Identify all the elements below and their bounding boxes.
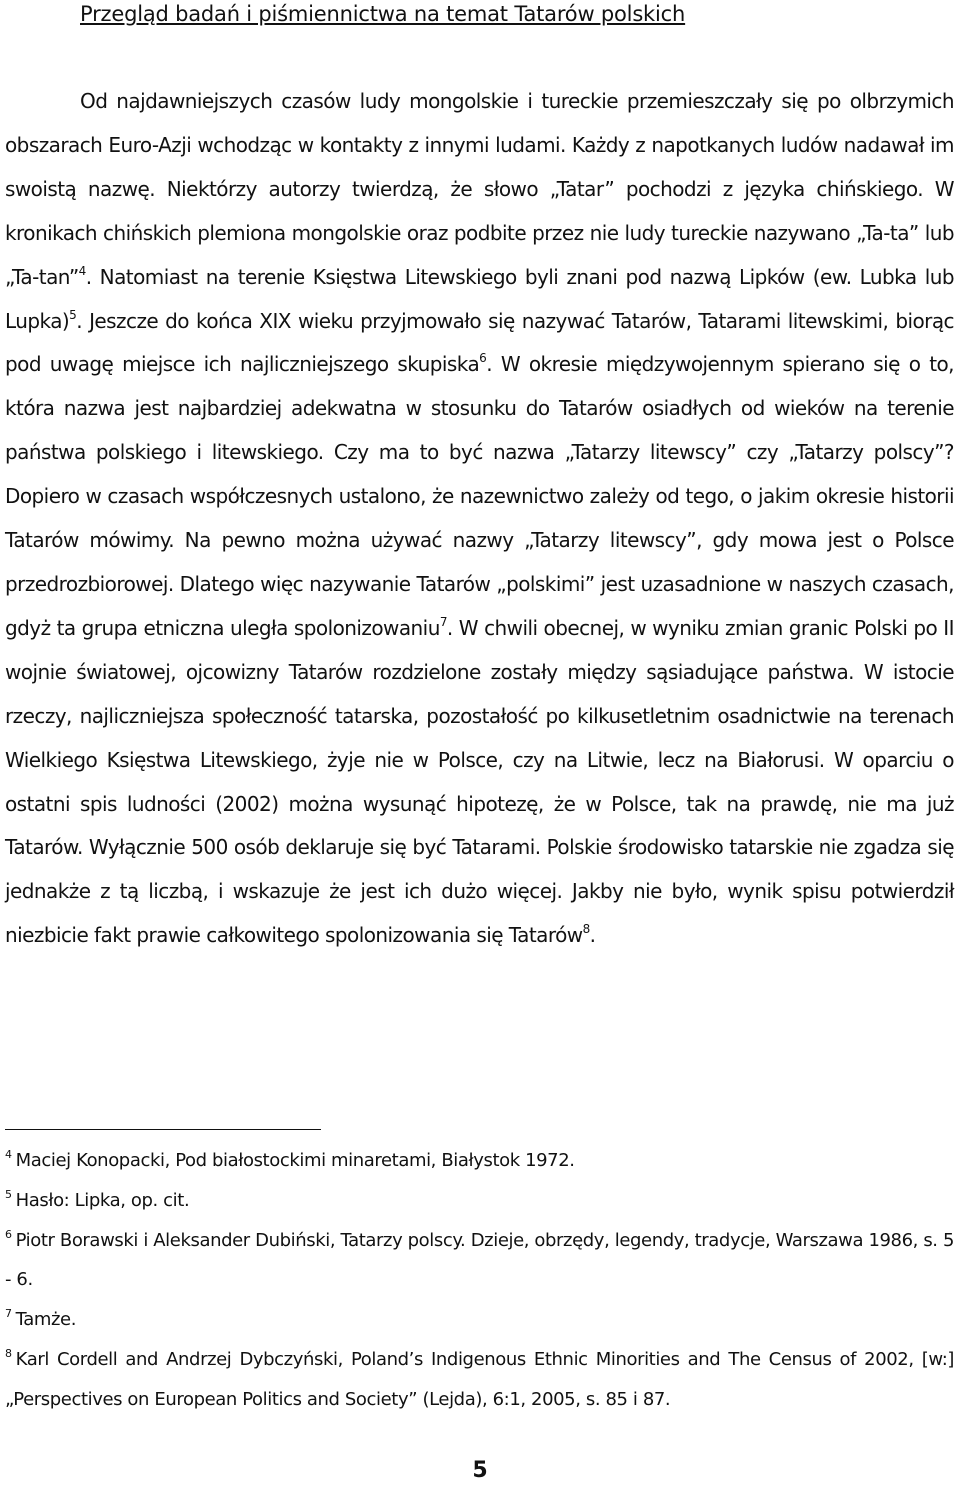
page-number: 5 — [472, 1458, 488, 1483]
footnote — [5, 1340, 954, 1420]
paragraph-segment: . W okresie międzywojennym spierano się o to, która nazwa jest najbardziej adekwatna w stosunku do Tatarów osiadłych od wieków na terenie państwa polskiego i litewskiego. Czy ma to być nazwa „Tatarzy litewscy” czy „Tatarzy polscy”? Dopiero w czasach współczesnych ustalono, że nazewnictwo zależy od tego, o jakim okresie historii Tatarów mówimy. Na pewno można używać nazwy „Tatarzy litewscy”, gdy mowa jest o Polsce przedrozbiorowej. Dlatego więc nazywanie Tatarów „polskimi” jest uzasadnione w naszych czasach, gdyż ta grupa etniczna uległa spolonizowaniu — [5, 352, 954, 640]
footnote-number: 5 — [5, 1187, 12, 1201]
main-paragraph — [5, 80, 954, 958]
footnote-number: 4 — [5, 1148, 12, 1161]
footnote-divider — [5, 1129, 321, 1130]
footnote — [5, 1141, 954, 1181]
footnote-ref: 5 — [69, 307, 77, 322]
footnote-text: Maciej Konopacki, Pod białostockimi minaretami, Białystok 1972. — [15, 1150, 575, 1171]
footnote-ref: 8 — [582, 922, 590, 937]
footnote-number: 7 — [5, 1307, 12, 1321]
section-heading: Przegląd badań i piśmiennictwa na temat Tatarów polskich — [80, 2, 686, 26]
footnotes-section — [5, 1141, 954, 1420]
paragraph-segment: . Natomiast na terenie Księstwa Litewskiego byli znani pod nazwą Lipków (ew. Lubka lub Lupka) — [5, 264, 954, 333]
paragraph-segment: . — [589, 923, 596, 948]
footnote-ref: 7 — [439, 614, 447, 629]
footnote-text: Karl Cordell and Andrzej Dybczyński, Poland’s Indigenous Ethnic Minorities and The Census of 2002, [w:] „Perspectives on European Politics and Society” (Lejda), 6:1, 2005, s. 85 i 87. — [5, 1348, 954, 1410]
paragraph-segment: Od najdawniejszych czasów ludy mongolskie i tureckie przemieszczały się po olbrzymich obszarach Euro-Azji wchodząc w kontakty z innymi ludami. Każdy z napotkanych ludów nadawał im swoistą nazwę. Niektórzy autorzy twierdzą, że słowo „Tatar” pochodzi z języka chińskiego. W kronikach chińskich plemiona mongolskie oraz podbite przez nie ludy tureckie nazywano „Ta-ta” lub „Ta-tan” — [5, 89, 954, 289]
footnote-number: 6 — [5, 1227, 12, 1241]
footnote-text: Hasło: Lipka, op. cit. — [15, 1189, 190, 1211]
footnote-text: Tamże. — [15, 1309, 77, 1331]
footnote — [5, 1181, 954, 1221]
footnote-ref: 6 — [479, 351, 487, 366]
footnote — [5, 1300, 954, 1340]
paragraph-segment: . Jeszcze do końca XIX wieku przyjmowało się nazywać Tatarów, Tatarami litewskimi, biorąc pod uwagę miejsce ich najliczniejszego skupiska — [5, 308, 954, 377]
footnote-text: Piotr Borawski i Aleksander Dubiński, Tatarzy polscy. Dzieje, obrzędy, legendy, tradycje, Warszawa 1986, s. 5 - 6. — [5, 1229, 954, 1291]
footnote-number: 8 — [5, 1346, 12, 1360]
footnote — [5, 1221, 954, 1301]
paragraph-segment: . W chwili obecnej, w wyniku zmian granic Polski po II wojnie światowej, ojcowizny Tatarów rozdzielone zostały między sąsiadujące państwa. W istocie rzeczy, najliczniejsza społeczność tatarska, pozostałość po kilkusetletnim osadnictwie na terenach Wielkiego Księstwa Litewskiego, żyje nie w Polsce, czy na Litwie, lecz na Białorusi. W oparciu o ostatni spis ludności (2002) można wysunąć hipotezę, że w Polsce, tak na prawdę, nie ma już Tatarów. Wyłącznie 500 osób deklaruje się być Tatarami. Polskie środowisko tatarskie nie zgadza się jednakże z tą liczbą, i wskazuje że jest ich dużo więcej. Jakby nie było, wynik spisu potwierdził niezbicie fakt prawie całkowitego spolonizowania się Tatarów — [5, 615, 954, 948]
footnote-ref: 4 — [78, 263, 86, 278]
